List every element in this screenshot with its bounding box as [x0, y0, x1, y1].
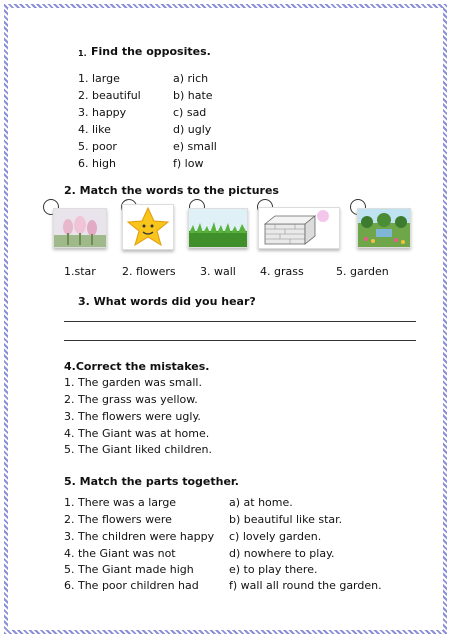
- list-item: 6. The poor children had: [64, 579, 199, 592]
- list-item: 4. The Giant was at home.: [64, 427, 210, 440]
- section-4-title: 4.Correct the mistakes.: [64, 360, 210, 373]
- word-item: 5. garden: [336, 265, 389, 278]
- list-item: 4. the Giant was not: [64, 547, 176, 560]
- flowers-picture: [53, 208, 107, 248]
- list-item: b) beautiful like star.: [229, 513, 343, 526]
- section-1-number: 1.: [78, 49, 87, 58]
- wall-picture: [258, 207, 340, 249]
- list-item: f) low: [173, 157, 204, 170]
- answer-line[interactable]: [64, 321, 416, 322]
- list-item: 1. large: [78, 72, 120, 85]
- list-item: b) hate: [173, 89, 213, 102]
- list-item: e) small: [173, 140, 217, 153]
- list-item: d) ugly: [173, 123, 212, 136]
- list-item: 5. poor: [78, 140, 117, 153]
- word-item: 1.star: [64, 265, 96, 278]
- section-1-title: Find the opposites.: [91, 45, 211, 58]
- word-item: 2. flowers: [122, 265, 176, 278]
- list-item: c) sad: [173, 106, 207, 119]
- list-item: 5. The Giant made high: [64, 563, 194, 576]
- list-item: 4. like: [78, 123, 111, 136]
- list-item: a) at home.: [229, 496, 293, 509]
- list-item: 3. The flowers were ugly.: [64, 410, 201, 423]
- garden-picture: [357, 208, 411, 248]
- list-item: 6. high: [78, 157, 116, 170]
- section-3-title: 3. What words did you hear?: [78, 295, 256, 308]
- list-item: d) nowhere to play.: [229, 547, 335, 560]
- list-item: c) lovely garden.: [229, 530, 322, 543]
- list-item: 2. The flowers were: [64, 513, 172, 526]
- list-item: 3. happy: [78, 106, 127, 119]
- answer-line[interactable]: [64, 340, 416, 341]
- list-item: a) rich: [173, 72, 209, 85]
- list-item: 1. The garden was small.: [64, 376, 202, 389]
- list-item: 5. The Giant liked children.: [64, 443, 213, 456]
- section-2-title: 2. Match the words to the pictures: [64, 184, 279, 197]
- list-item: f) wall all round the garden.: [229, 579, 382, 592]
- grass-picture: [188, 208, 248, 248]
- list-item: 2. beautiful: [78, 89, 141, 102]
- section-5-title: 5. Match the parts together.: [64, 475, 239, 488]
- list-item: 2. The grass was yellow.: [64, 393, 198, 406]
- list-item: 1. There was a large: [64, 496, 177, 509]
- word-item: 3. wall: [200, 265, 236, 278]
- list-item: e) to play there.: [229, 563, 318, 576]
- word-item: 4. grass: [260, 265, 304, 278]
- list-item: 3. The children were happy: [64, 530, 215, 543]
- star-picture: [122, 204, 174, 250]
